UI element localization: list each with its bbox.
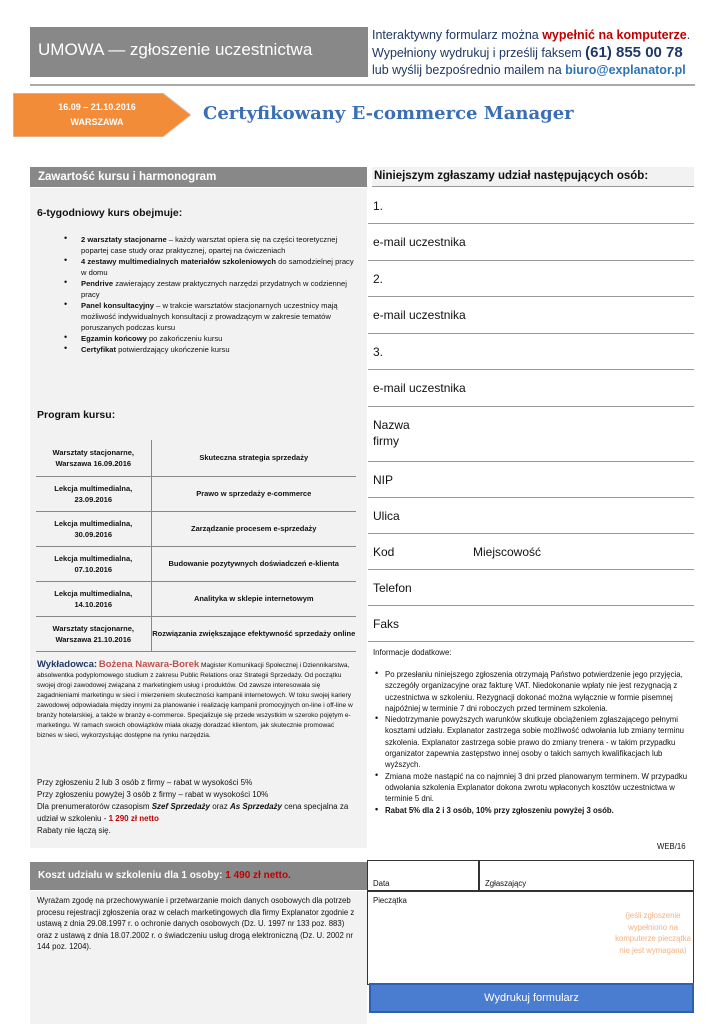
form-title: UMOWA — zgłoszenie uczestnictwa <box>38 40 313 59</box>
applicant-field[interactable]: Zgłaszający <box>485 879 527 888</box>
schedule-topic: Analityka w sklepie internetowym <box>151 581 356 616</box>
list-item: • Zmiana może nastąpić na co najmniej 3 dni przed planowanym terminem. W przypadku odwołania szkolenia Explanator dokona zwrotu wpłaconych kosztów uczestnictwa w terminie 5 dni. <box>375 771 693 805</box>
field-label: e-mail uczestnika <box>373 308 466 322</box>
zip-city-field[interactable] <box>368 534 694 570</box>
table-row <box>36 546 356 581</box>
discount-text: Dla prenumeratorów czasopism <box>37 802 152 811</box>
discount-line <box>37 801 357 825</box>
schedule-date: Lekcja multimedialna, 23.09.2016 <box>36 476 151 511</box>
cost-label: Koszt udziału w szkoleniu dla 1 osoby: <box>38 870 226 881</box>
field-label: e-mail uczestnika <box>373 235 466 249</box>
list-item: • Rabat 5% dla 2 i 3 osób, 10% przy zgłoszeniu powyżej 3 osób. <box>375 805 693 816</box>
participant-1-field[interactable] <box>368 188 694 224</box>
list-item <box>64 333 354 344</box>
field-label: Faks <box>373 616 400 631</box>
lecturer-bio-text: Magister Komunikacji Społecznej i Dziennikarstwa, absolwentka podyplomowego studium z zakresu Public Relations oraz Strategii Sprzedaży. Od początku swojej drogi zawodowej związana z marketingiem usług i produktów. Od zawsze interesowała się zagadnieniami marketingu w sieci i mierzeniem skuteczności kampanii internetowych. W toku swojej kariery zawodowej odpowiadała między innymi za planowanie i realizację kampanii promocyjnych on-line i off-line w branży hotelarskiej, a także w branży e-commerce. Specjalizuje się przede wszystkim w szeroko pojętym e-marketingu. W ramach swoich obowiązków miała okazję doradzać klientom, jak skutecznie promować biznes w sieci, wykorzystując dostępne na rynku narzędzia. <box>37 662 353 739</box>
banner-text <box>30 100 164 130</box>
date-field[interactable]: Data <box>373 879 390 888</box>
schedule-date: Warsztaty stacjonarne, Warszawa 16.09.2016 <box>36 440 151 476</box>
header-fax-number: (61) 855 00 78 <box>585 44 683 61</box>
list-item: • Niedotrzymanie powyższych warunków skutkuje obciążeniem zgłaszającego pełnymi kosztami udziału. Explanator zastrzega sobie możliwość odwołania lub zmiany terminu szkolenia. Explanator zastrzega sobie prawo do zmiany trenera - w takim przypadku organizator zapewnia zastępstwo innej osoby o takich samych kwalifikacjach lub wyższych. <box>375 714 693 770</box>
feature-text: po zakończeniu kursu <box>146 334 223 343</box>
company-name-field[interactable] <box>368 407 694 462</box>
feature-text: do samodzielnej pracy w domu <box>81 257 354 277</box>
banner-dates: 16.09 – 21.10.2016 <box>58 102 136 112</box>
field-label: 3. <box>373 344 384 359</box>
program-heading: Program kursu: <box>37 409 116 421</box>
table-row <box>36 616 356 651</box>
participant-2-email-field[interactable] <box>368 297 694 334</box>
special-price: 1 290 zł netto <box>108 814 159 823</box>
list-item <box>64 234 354 256</box>
cost-price: 1 490 zł netto. <box>225 870 291 881</box>
lecturer-bio <box>37 660 355 741</box>
magazine-name: Szef Sprzedaży <box>151 802 210 811</box>
feature-bold: Panel konsultacyjny <box>81 301 155 310</box>
participant-3-field[interactable] <box>368 334 694 370</box>
participant-1-email-field[interactable] <box>368 224 694 261</box>
signature-divider <box>367 890 694 892</box>
table-row <box>36 581 356 616</box>
header-divider <box>30 84 695 86</box>
list-item: • Po przesłaniu niniejszego zgłoszenia otrzymają Państwo potwierdzenie jego przyjęcia, szczegóły organizacyjne oraz fakturę VAT. Niedokonanie wpłaty nie jest rezygnacją z uczestnictwa w szkoleniu. Rezygnacji dokonać można wyłącznie w formie pisemnej najpóźniej w terminie 7 dni roboczych przed terminem szkolenia. <box>375 669 693 714</box>
schedule-topic: Rozwiązania zwiększające efektywność sprzedaży online <box>151 616 356 651</box>
schedule-date: Warsztaty stacjonarne, Warszawa 21.10.2016 <box>36 616 151 651</box>
print-form-button[interactable]: Wydrukuj formularz <box>369 983 694 1013</box>
table-row <box>36 511 356 546</box>
schedule-topic: Budowanie pozytywnych doświadczeń e-klienta <box>151 546 356 581</box>
schedule-date: Lekcja multimedialna, 30.09.2016 <box>36 511 151 546</box>
header-email-link[interactable]: biuro@explanator.pl <box>565 63 686 77</box>
stamp-note: (jeśli zgłoszenie wypełniono na komputerze pieczątka nie jest wymagana) <box>615 911 691 955</box>
lecturer-label: Wykładowca: <box>37 659 98 670</box>
feature-bold: Egzamin końcowy <box>81 334 147 343</box>
header-line1: Interaktywny formularz można <box>372 28 543 42</box>
phone-field[interactable] <box>368 570 694 606</box>
feature-text: – w trakcie warsztatów stacjonarnych uczestnicy mają możliwość indywidualnych konsultacji z prowadzącym w zakresie tematów poruszanych podczas kursu <box>81 301 338 332</box>
field-label: Kod <box>373 544 395 559</box>
header-line3: lub wyślij bezpośrednio mailem na <box>372 63 566 77</box>
cost-bar <box>30 862 367 890</box>
left-section-header: Zawartość kursu i harmonogram <box>30 167 367 187</box>
feature-text: zawierający zestaw praktycznych narzędzi przydatnych w codziennej pracy <box>81 279 347 299</box>
discounts <box>37 777 357 837</box>
table-row <box>36 476 356 511</box>
signature-divider <box>478 860 480 891</box>
field-label: 1. <box>373 198 384 213</box>
field-label: e-mail uczestnika <box>373 381 466 395</box>
schedule-topic: Prawo w sprzedaży e-commerce <box>151 476 356 511</box>
discount-text: oraz <box>209 802 230 811</box>
participants-heading: Niniejszym zgłaszamy udział następujących osób: <box>372 167 694 187</box>
header-highlight: wypełnić na komputerze <box>542 28 687 42</box>
header-line1-suffix: . <box>686 28 691 42</box>
schedule-date: Lekcja multimedialna, 07.10.2016 <box>36 546 151 581</box>
fax-field[interactable] <box>368 606 694 642</box>
feature-bold: 4 zestawy multimedialnych materiałów szkoleniowych <box>81 257 276 266</box>
field-label: NIP <box>373 472 394 487</box>
discount-line: Rabaty nie łączą się. <box>37 826 111 835</box>
form-code: WEB/16 <box>657 842 686 851</box>
stamp-label: Pieczątka <box>373 896 407 905</box>
notes-list <box>375 669 693 816</box>
banner-city: WARSZAWA <box>70 117 124 127</box>
discount-line: Przy zgłoszeniu 2 lub 3 osób z firmy – rabat w wysokości 5% <box>37 778 253 787</box>
schedule-topic: Skuteczna strategia sprzedaży <box>151 440 356 476</box>
field-label: Miejscowość <box>473 544 542 559</box>
magazine-name: As Sprzedaży <box>229 802 283 811</box>
form-title-bar <box>30 27 368 77</box>
schedule-date: Lekcja multimedialna, 14.10.2016 <box>36 581 151 616</box>
field-label: Nazwa firmy <box>373 418 410 448</box>
field-label: 2. <box>373 271 384 286</box>
feature-text: potwierdzający ukończenie kursu <box>116 345 230 354</box>
course-title: Certyfikowany E-commerce Manager <box>203 103 574 124</box>
header-info <box>372 27 702 79</box>
field-label: Ulica <box>373 508 400 523</box>
discount-text: cena specjalna za udział w szkoleniu - <box>37 802 349 823</box>
feature-bold: Pendrive <box>81 279 114 288</box>
consent-text: Wyrażam zgodę na przechowywanie i przetwarzanie moich danych osobowych dla potrzeb procesu rejestracji zgłoszenia oraz w celach marketingowych dla firmy Explanator zgodnie z ustawą z dnia 29.08.1997 r. o ochronie danych osobowych (Dz. U. 1997 nr 133 poz. 883) oraz z ustawą z dnia 18.07.2002 r. o świadczeniu usług drogą elektroniczną (Dz. U. 2002 nr 144 poz. 1204). <box>37 896 355 951</box>
participant-2-field[interactable] <box>368 261 694 297</box>
header-line2: Wypełniony wydrukuj i prześlij faksem <box>372 46 586 60</box>
features-list <box>64 234 354 355</box>
lecturer-name: Bożena Nawara-Borek <box>98 659 200 670</box>
list-item <box>64 344 354 355</box>
feature-text: – każdy warsztat opiera się na części teoretycznej popartej case study oraz praktycznej, opartej na ćwiczeniach <box>81 235 338 255</box>
discount-line: Przy zgłoszeniu powyżej 3 osób z firmy – rabat w wysokości 10% <box>37 790 269 799</box>
table-row <box>36 440 356 476</box>
schedule-topic: Zarządzanie procesem e-sprzedaży <box>151 511 356 546</box>
notes-label: Informacje dodatkowe: <box>373 648 452 657</box>
feature-bold: 2 warsztaty stacjonarne <box>81 235 167 244</box>
list-item <box>64 278 354 300</box>
nip-field[interactable] <box>368 462 694 498</box>
list-item <box>64 300 354 333</box>
field-label: Telefon <box>373 580 412 595</box>
list-item <box>64 256 354 278</box>
course-heading: 6-tygodniowy kurs obejmuje: <box>37 207 183 219</box>
schedule-table <box>36 440 356 652</box>
participant-3-email-field[interactable] <box>368 370 694 407</box>
feature-bold: Certyfikat <box>81 345 117 354</box>
street-field[interactable] <box>368 498 694 534</box>
